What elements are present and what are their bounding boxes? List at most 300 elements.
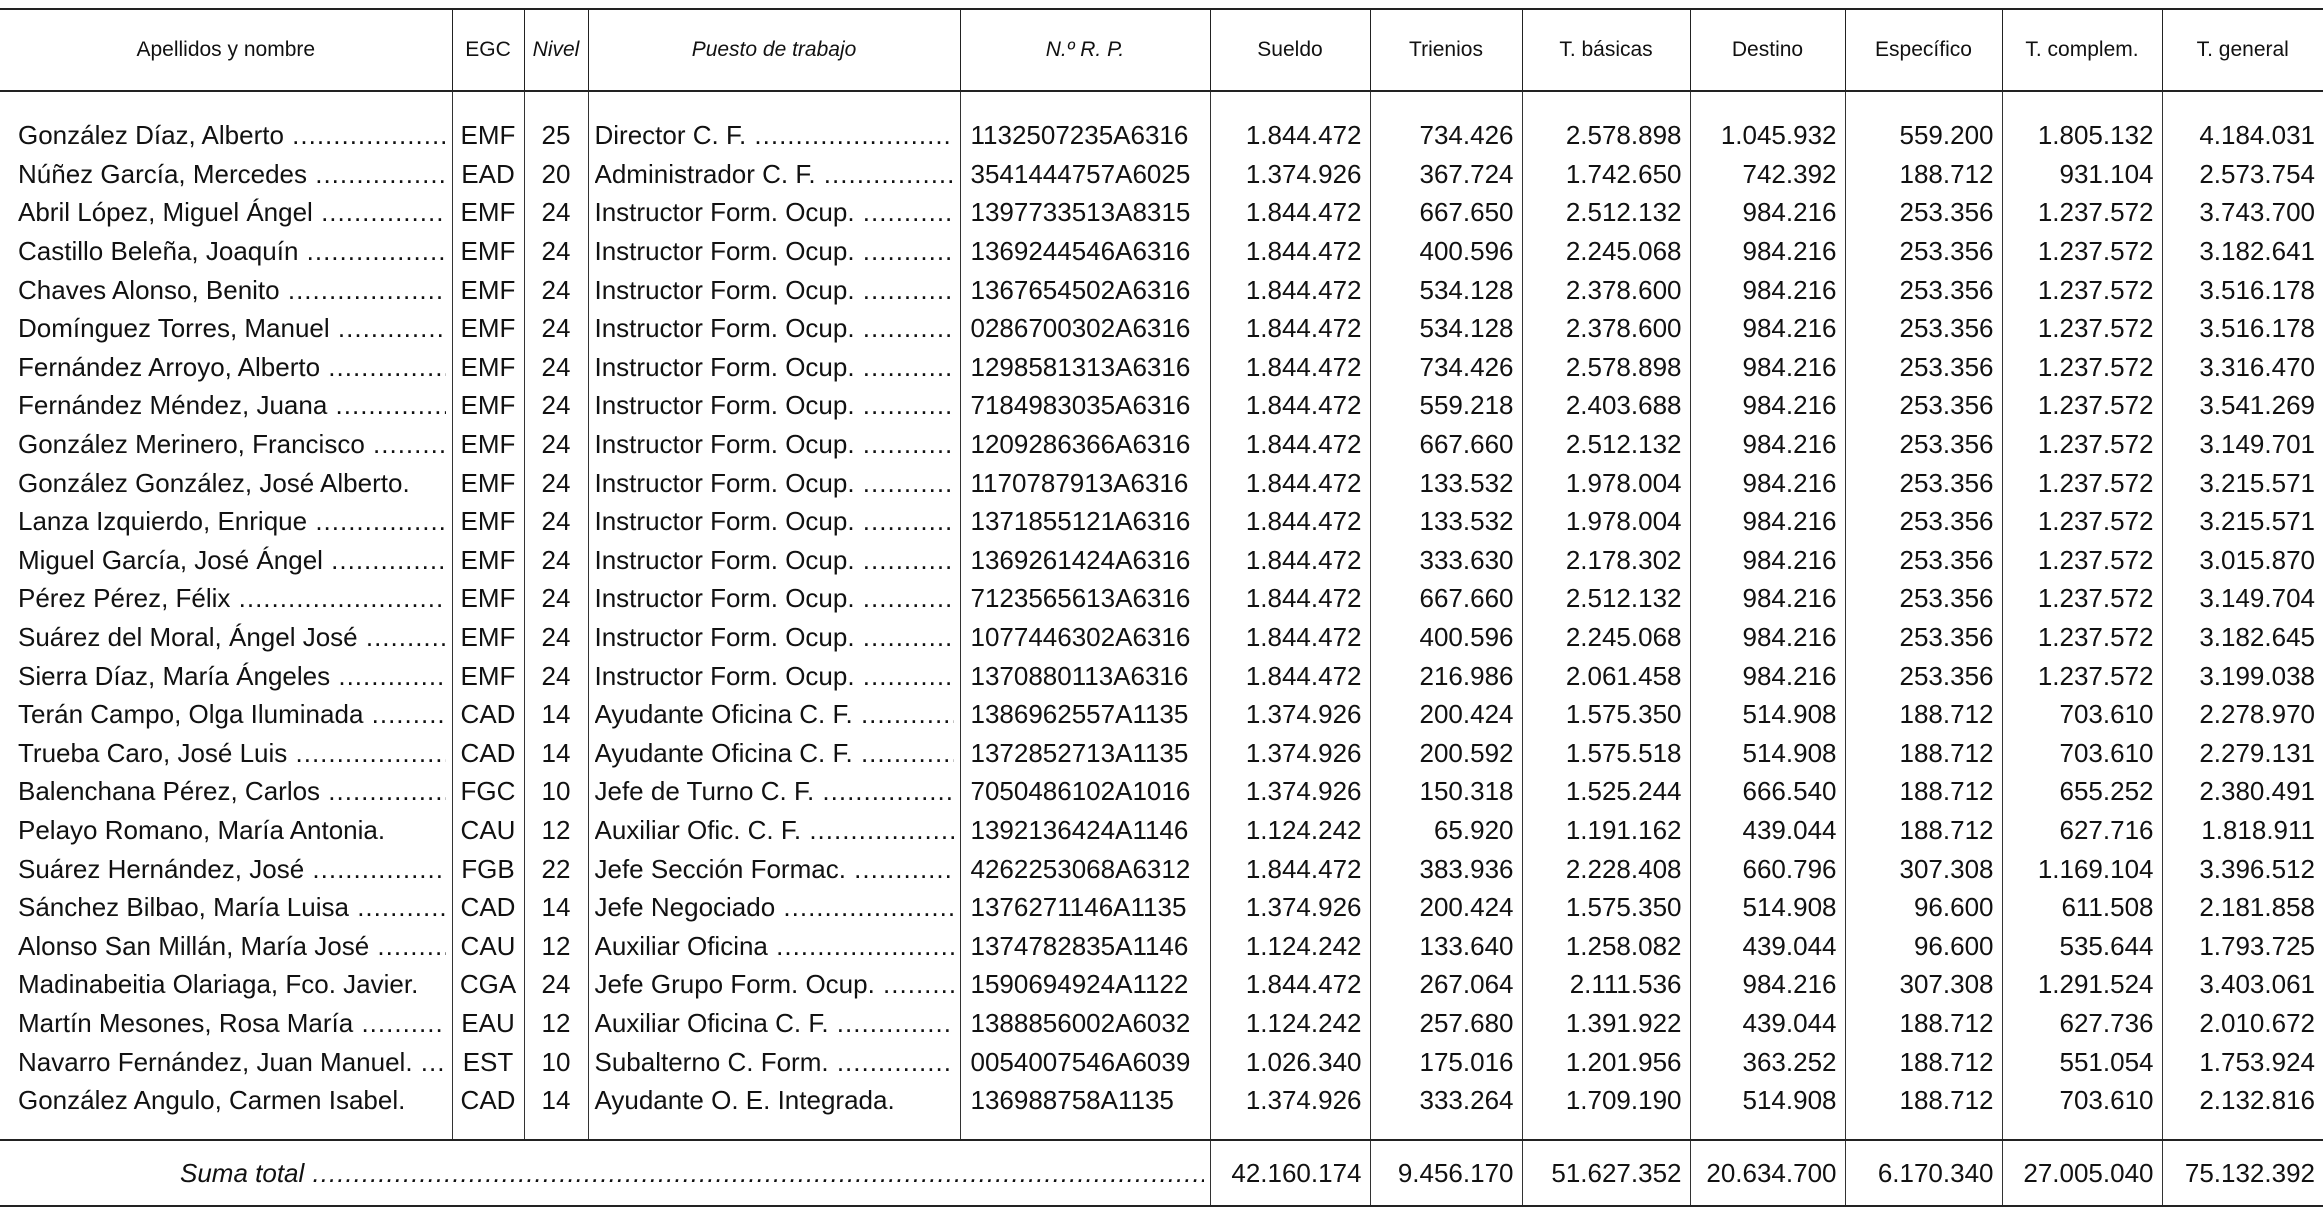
cell-sueldo: 1.844.472 <box>1210 579 1370 618</box>
cell-t-general: 3.541.269 <box>2162 386 2323 425</box>
cell-t-complem: 627.716 <box>2002 811 2162 850</box>
cell-destino: 984.216 <box>1690 309 1845 348</box>
cell-especifico: 559.200 <box>1845 116 2002 155</box>
cell-sueldo: 1.844.472 <box>1210 232 1370 271</box>
puesto-text: Ayudante Oficina C. F. ..... <box>595 734 954 772</box>
cell-trienios: 400.596 <box>1370 232 1522 271</box>
cell-destino: 984.216 <box>1690 270 1845 309</box>
cell-t-complem: 1.805.132 <box>2002 116 2162 155</box>
puesto-text: Director C. F. ..... <box>595 116 954 154</box>
cell-egc: EMF <box>452 618 524 657</box>
cell-trienios: 667.660 <box>1370 579 1522 618</box>
cell-puesto <box>588 926 960 965</box>
total-t-general: 75.132.392 <box>2162 1140 2323 1206</box>
cell-puesto <box>588 772 960 811</box>
cell-trienios: 200.592 <box>1370 734 1522 773</box>
cell-trienios: 133.640 <box>1370 926 1522 965</box>
cell-name <box>0 811 452 850</box>
cell-nivel: 24 <box>524 232 588 271</box>
col-header-nrp: N.º R. P. <box>960 9 1210 91</box>
cell-egc: CAD <box>452 695 524 734</box>
cell-name <box>0 309 452 348</box>
puesto-text: Instructor Form. Ocup. ..... <box>595 541 954 579</box>
cell-sueldo: 1.124.242 <box>1210 1004 1370 1043</box>
cell-sueldo: 1.844.472 <box>1210 502 1370 541</box>
cell-sueldo: 1.374.926 <box>1210 1081 1370 1120</box>
cell-t-basicas: 1.575.350 <box>1522 888 1690 927</box>
cell-sueldo: 1.026.340 <box>1210 1042 1370 1081</box>
cell-t-basicas: 2.111.536 <box>1522 965 1690 1004</box>
cell-nrp: 1397733513A8315 <box>960 193 1210 232</box>
cell-nrp: 1370880113A6316 <box>960 656 1210 695</box>
cell-t-general: 3.182.645 <box>2162 618 2323 657</box>
cell-t-complem: 1.237.572 <box>2002 232 2162 271</box>
cell-trienios: 367.724 <box>1370 155 1522 194</box>
cell-t-general: 3.215.571 <box>2162 463 2323 502</box>
col-header-name: Apellidos y nombre <box>0 9 452 91</box>
cell-t-basicas: 2.245.068 <box>1522 232 1690 271</box>
table-row <box>0 849 2323 888</box>
table-body <box>0 91 2323 1140</box>
cell-t-complem: 1.237.572 <box>2002 463 2162 502</box>
name-text: Suárez Hernández, José ..... <box>18 850 446 888</box>
table-row <box>0 502 2323 541</box>
cell-t-basicas: 2.578.898 <box>1522 348 1690 387</box>
cell-sueldo: 1.374.926 <box>1210 155 1370 194</box>
table-row <box>0 348 2323 387</box>
cell-especifico: 188.712 <box>1845 1042 2002 1081</box>
spacer-cell <box>1690 1119 1845 1140</box>
cell-trienios: 333.264 <box>1370 1081 1522 1120</box>
cell-nivel: 24 <box>524 502 588 541</box>
cell-nivel: 24 <box>524 425 588 464</box>
name-text: Navarro Fernández, Juan Manuel. ..... <box>18 1043 446 1081</box>
table-row <box>0 1081 2323 1120</box>
cell-t-complem: 703.610 <box>2002 1081 2162 1120</box>
spacer-cell <box>524 1119 588 1140</box>
name-text: Núñez García, Mercedes ..... <box>18 155 446 193</box>
cell-egc: EMF <box>452 425 524 464</box>
cell-trienios: 133.532 <box>1370 502 1522 541</box>
table-row <box>0 270 2323 309</box>
cell-trienios: 175.016 <box>1370 1042 1522 1081</box>
cell-destino: 1.045.932 <box>1690 116 1845 155</box>
cell-t-general: 3.316.470 <box>2162 348 2323 387</box>
cell-trienios: 667.660 <box>1370 425 1522 464</box>
cell-nivel: 25 <box>524 116 588 155</box>
cell-especifico: 253.356 <box>1845 193 2002 232</box>
cell-egc: EMF <box>452 656 524 695</box>
cell-especifico: 253.356 <box>1845 348 2002 387</box>
total-destino: 20.634.700 <box>1690 1140 1845 1206</box>
col-header-t-complem: T. complem. <box>2002 9 2162 91</box>
cell-especifico: 253.356 <box>1845 463 2002 502</box>
spacer-cell <box>0 1119 452 1140</box>
total-t-complem: 27.005.040 <box>2002 1140 2162 1206</box>
cell-t-complem: 1.237.572 <box>2002 656 2162 695</box>
table-row <box>0 811 2323 850</box>
cell-sueldo: 1.844.472 <box>1210 270 1370 309</box>
cell-t-general: 3.516.178 <box>2162 270 2323 309</box>
cell-name <box>0 656 452 695</box>
cell-t-general: 3.743.700 <box>2162 193 2323 232</box>
cell-sueldo: 1.844.472 <box>1210 463 1370 502</box>
cell-especifico: 253.356 <box>1845 425 2002 464</box>
spacer-cell <box>2162 1119 2323 1140</box>
cell-destino: 439.044 <box>1690 926 1845 965</box>
puesto-text: Instructor Form. Ocup. ..... <box>595 232 954 270</box>
cell-t-general: 3.215.571 <box>2162 502 2323 541</box>
cell-name <box>0 541 452 580</box>
cell-nivel: 24 <box>524 309 588 348</box>
cell-puesto <box>588 502 960 541</box>
cell-destino: 984.216 <box>1690 965 1845 1004</box>
puesto-text: Instructor Form. Ocup. ..... <box>595 348 954 386</box>
cell-t-complem: 551.054 <box>2002 1042 2162 1081</box>
cell-nrp: 1374782835A1146 <box>960 926 1210 965</box>
name-text: Sánchez Bilbao, María Luisa ..... <box>18 888 446 926</box>
name-text: González Angulo, Carmen Isabel. <box>18 1085 406 1116</box>
col-header-egc: EGC <box>452 9 524 91</box>
cell-egc: EMF <box>452 116 524 155</box>
name-text: Alonso San Millán, María José ..... <box>18 927 446 965</box>
cell-t-complem: 1.237.572 <box>2002 425 2162 464</box>
cell-nivel: 14 <box>524 734 588 773</box>
total-trienios: 9.456.170 <box>1370 1140 1522 1206</box>
cell-egc: EMF <box>452 193 524 232</box>
cell-sueldo: 1.844.472 <box>1210 425 1370 464</box>
cell-t-basicas: 1.575.518 <box>1522 734 1690 773</box>
cell-name <box>0 386 452 425</box>
cell-especifico: 307.308 <box>1845 965 2002 1004</box>
cell-puesto <box>588 386 960 425</box>
name-text: Abril López, Miguel Ángel ..... <box>18 193 446 231</box>
cell-name <box>0 155 452 194</box>
name-text: Balenchana Pérez, Carlos ..... <box>18 772 446 810</box>
cell-destino: 984.216 <box>1690 425 1845 464</box>
total-label: Suma total ..... <box>180 1158 1204 1189</box>
cell-nivel: 10 <box>524 772 588 811</box>
cell-t-general: 2.278.970 <box>2162 695 2323 734</box>
table-row <box>0 695 2323 734</box>
col-header-t-basicas: T. básicas <box>1522 9 1690 91</box>
cell-t-complem: 1.291.524 <box>2002 965 2162 1004</box>
cell-nrp: 1132507235A6316 <box>960 116 1210 155</box>
cell-t-basicas: 2.061.458 <box>1522 656 1690 695</box>
cell-nrp: 1590694924A1122 <box>960 965 1210 1004</box>
cell-egc: CAU <box>452 926 524 965</box>
cell-t-basicas: 1.575.350 <box>1522 695 1690 734</box>
cell-nrp: 1298581313A6316 <box>960 348 1210 387</box>
cell-nivel: 24 <box>524 270 588 309</box>
cell-trienios: 400.596 <box>1370 618 1522 657</box>
cell-destino: 984.216 <box>1690 618 1845 657</box>
cell-t-general: 3.403.061 <box>2162 965 2323 1004</box>
cell-t-general: 3.199.038 <box>2162 656 2323 695</box>
name-text: Fernández Arroyo, Alberto ..... <box>18 348 446 386</box>
cell-nivel: 14 <box>524 695 588 734</box>
name-text: Suárez del Moral, Ángel José ..... <box>18 618 446 656</box>
cell-t-basicas: 2.512.132 <box>1522 425 1690 464</box>
table-row <box>0 926 2323 965</box>
cell-puesto <box>588 463 960 502</box>
cell-destino: 439.044 <box>1690 1004 1845 1043</box>
cell-destino: 439.044 <box>1690 811 1845 850</box>
cell-t-complem: 1.237.572 <box>2002 618 2162 657</box>
cell-puesto <box>588 965 960 1004</box>
cell-especifico: 188.712 <box>1845 772 2002 811</box>
cell-destino: 514.908 <box>1690 734 1845 773</box>
cell-trienios: 200.424 <box>1370 888 1522 927</box>
cell-nrp: 1376271146A1135 <box>960 888 1210 927</box>
cell-nrp: 136988758A1135 <box>960 1081 1210 1120</box>
cell-destino: 514.908 <box>1690 888 1845 927</box>
cell-name <box>0 463 452 502</box>
cell-puesto <box>588 618 960 657</box>
cell-sueldo: 1.844.472 <box>1210 116 1370 155</box>
cell-t-complem: 1.237.572 <box>2002 579 2162 618</box>
cell-egc: EMF <box>452 502 524 541</box>
puesto-text: Instructor Form. Ocup. ..... <box>595 193 954 231</box>
cell-destino: 984.216 <box>1690 656 1845 695</box>
cell-destino: 984.216 <box>1690 232 1845 271</box>
cell-trienios: 383.936 <box>1370 849 1522 888</box>
cell-destino: 514.908 <box>1690 695 1845 734</box>
table-row <box>0 618 2323 657</box>
cell-name <box>0 888 452 927</box>
cell-egc: CAD <box>452 1081 524 1120</box>
table-row <box>0 232 2323 271</box>
total-especifico: 6.170.340 <box>1845 1140 2002 1206</box>
cell-sueldo: 1.844.472 <box>1210 348 1370 387</box>
cell-nivel: 24 <box>524 618 588 657</box>
name-text: Pelayo Romano, María Antonia. <box>18 814 386 845</box>
table-row <box>0 541 2323 580</box>
total-t-basicas: 51.627.352 <box>1522 1140 1690 1206</box>
cell-especifico: 253.356 <box>1845 579 2002 618</box>
cell-t-complem: 627.736 <box>2002 1004 2162 1043</box>
cell-t-complem: 703.610 <box>2002 734 2162 773</box>
cell-name <box>0 193 452 232</box>
puesto-text: Auxiliar Oficina C. F. ..... <box>595 1004 954 1042</box>
name-text: Trueba Caro, José Luis ..... <box>18 734 446 772</box>
cell-nrp: 7123565613A6316 <box>960 579 1210 618</box>
cell-egc: EAD <box>452 155 524 194</box>
cell-destino: 984.216 <box>1690 193 1845 232</box>
table-row <box>0 116 2323 155</box>
table-row <box>0 888 2323 927</box>
puesto-text: Instructor Form. Ocup. ..... <box>595 386 954 424</box>
salary-document <box>0 8 2323 1207</box>
cell-t-general: 2.181.858 <box>2162 888 2323 927</box>
cell-t-basicas: 2.378.600 <box>1522 270 1690 309</box>
cell-destino: 984.216 <box>1690 386 1845 425</box>
cell-name <box>0 734 452 773</box>
cell-trienios: 216.986 <box>1370 656 1522 695</box>
cell-egc: CAU <box>452 811 524 850</box>
cell-trienios: 150.318 <box>1370 772 1522 811</box>
cell-puesto <box>588 116 960 155</box>
cell-t-basicas: 2.512.132 <box>1522 193 1690 232</box>
cell-egc: EMF <box>452 386 524 425</box>
cell-t-complem: 1.237.572 <box>2002 541 2162 580</box>
table-row <box>0 425 2323 464</box>
cell-egc: EAU <box>452 1004 524 1043</box>
puesto-text: Jefe Grupo Form. Ocup. ..... <box>595 965 954 1003</box>
cell-trienios: 667.650 <box>1370 193 1522 232</box>
name-text: Miguel García, José Ángel ..... <box>18 541 446 579</box>
name-text: Lanza Izquierdo, Enrique ..... <box>18 502 446 540</box>
cell-nrp: 1388856002A6032 <box>960 1004 1210 1043</box>
cell-t-basicas: 2.245.068 <box>1522 618 1690 657</box>
cell-t-general: 2.132.816 <box>2162 1081 2323 1120</box>
cell-puesto <box>588 1042 960 1081</box>
cell-puesto <box>588 656 960 695</box>
puesto-text: Instructor Form. Ocup. ..... <box>595 271 954 309</box>
cell-t-basicas: 2.403.688 <box>1522 386 1690 425</box>
total-row <box>0 1140 2323 1206</box>
puesto-text: Jefe Sección Formac. ..... <box>595 850 954 888</box>
name-text: Sierra Díaz, María Ángeles ..... <box>18 657 446 695</box>
cell-nrp: 1170787913A6316 <box>960 463 1210 502</box>
cell-trienios: 734.426 <box>1370 116 1522 155</box>
cell-especifico: 96.600 <box>1845 888 2002 927</box>
cell-nivel: 24 <box>524 348 588 387</box>
spacer-cell <box>1210 1119 1370 1140</box>
cell-sueldo: 1.844.472 <box>1210 309 1370 348</box>
cell-t-general: 2.380.491 <box>2162 772 2323 811</box>
cell-sueldo: 1.374.926 <box>1210 734 1370 773</box>
cell-trienios: 333.630 <box>1370 541 1522 580</box>
cell-nrp: 1209286366A6316 <box>960 425 1210 464</box>
cell-destino: 984.216 <box>1690 541 1845 580</box>
header-row <box>0 9 2323 91</box>
puesto-text: Auxiliar Ofic. C. F. ..... <box>595 811 954 849</box>
puesto-text: Instructor Form. Ocup. ..... <box>595 657 954 695</box>
cell-sueldo: 1.124.242 <box>1210 811 1370 850</box>
cell-name <box>0 965 452 1004</box>
cell-egc: FGB <box>452 849 524 888</box>
cell-trienios: 267.064 <box>1370 965 1522 1004</box>
cell-puesto <box>588 309 960 348</box>
cell-t-basicas: 1.978.004 <box>1522 502 1690 541</box>
cell-egc: EMF <box>452 270 524 309</box>
cell-sueldo: 1.844.472 <box>1210 965 1370 1004</box>
name-text: Castillo Beleña, Joaquín ..... <box>18 232 446 270</box>
cell-nivel: 14 <box>524 888 588 927</box>
cell-t-complem: 611.508 <box>2002 888 2162 927</box>
cell-t-complem: 931.104 <box>2002 155 2162 194</box>
total-label-cell <box>0 1140 1210 1206</box>
col-header-sueldo: Sueldo <box>1210 9 1370 91</box>
cell-t-basicas: 1.978.004 <box>1522 463 1690 502</box>
cell-t-basicas: 2.178.302 <box>1522 541 1690 580</box>
cell-t-general: 3.149.704 <box>2162 579 2323 618</box>
cell-egc: CGA <box>452 965 524 1004</box>
cell-puesto <box>588 232 960 271</box>
cell-trienios: 534.128 <box>1370 270 1522 309</box>
cell-nrp: 1371855121A6316 <box>960 502 1210 541</box>
cell-nrp: 3541444757A6025 <box>960 155 1210 194</box>
spacer-cell <box>588 1119 960 1140</box>
puesto-text: Jefe de Turno C. F. ..... <box>595 772 954 810</box>
cell-name <box>0 926 452 965</box>
cell-t-general: 3.015.870 <box>2162 541 2323 580</box>
cell-t-basicas: 1.709.190 <box>1522 1081 1690 1120</box>
cell-sueldo: 1.844.472 <box>1210 849 1370 888</box>
puesto-text: Instructor Form. Ocup. ..... <box>595 579 954 617</box>
spacer-row <box>0 1119 2323 1140</box>
cell-nrp: 0054007546A6039 <box>960 1042 1210 1081</box>
cell-trienios: 133.532 <box>1370 463 1522 502</box>
puesto-text: Ayudante O. E. Integrada. <box>594 1085 895 1116</box>
cell-egc: EST <box>452 1042 524 1081</box>
name-text: Terán Campo, Olga Iluminada ..... <box>18 695 446 733</box>
cell-especifico: 253.356 <box>1845 502 2002 541</box>
puesto-text: Ayudante Oficina C. F. ..... <box>595 695 954 733</box>
puesto-text: Subalterno C. Form. ..... <box>595 1043 954 1081</box>
cell-t-general: 2.279.131 <box>2162 734 2323 773</box>
col-header-t-general: T. general <box>2162 9 2323 91</box>
cell-nrp: 7184983035A6316 <box>960 386 1210 425</box>
cell-puesto <box>588 193 960 232</box>
cell-name <box>0 772 452 811</box>
name-text: González Merinero, Francisco ..... <box>18 425 446 463</box>
puesto-text: Instructor Form. Ocup. ..... <box>595 618 954 656</box>
cell-t-general: 1.793.725 <box>2162 926 2323 965</box>
cell-puesto <box>588 1081 960 1120</box>
cell-name <box>0 270 452 309</box>
cell-puesto <box>588 695 960 734</box>
cell-name <box>0 1081 452 1120</box>
name-text: Pérez Pérez, Félix ..... <box>18 579 446 617</box>
cell-puesto <box>588 155 960 194</box>
table-row <box>0 656 2323 695</box>
cell-nivel: 24 <box>524 579 588 618</box>
table-row <box>0 965 2323 1004</box>
cell-especifico: 253.356 <box>1845 386 2002 425</box>
cell-t-basicas: 1.258.082 <box>1522 926 1690 965</box>
puesto-text: Instructor Form. Ocup. ..... <box>595 464 954 502</box>
cell-especifico: 253.356 <box>1845 618 2002 657</box>
cell-t-basicas: 2.512.132 <box>1522 579 1690 618</box>
spacer-row <box>0 91 2323 116</box>
cell-t-general: 3.182.641 <box>2162 232 2323 271</box>
cell-nivel: 24 <box>524 656 588 695</box>
cell-trienios: 257.680 <box>1370 1004 1522 1043</box>
cell-puesto <box>588 579 960 618</box>
cell-t-basicas: 2.228.408 <box>1522 849 1690 888</box>
cell-nivel: 12 <box>524 1004 588 1043</box>
cell-egc: EMF <box>452 348 524 387</box>
cell-puesto <box>588 849 960 888</box>
cell-sueldo: 1.844.472 <box>1210 618 1370 657</box>
cell-name <box>0 1004 452 1043</box>
cell-puesto <box>588 541 960 580</box>
table-row <box>0 193 2323 232</box>
puesto-text: Administrador C. F. ..... <box>595 155 954 193</box>
cell-sueldo: 1.374.926 <box>1210 888 1370 927</box>
cell-puesto <box>588 425 960 464</box>
cell-name <box>0 849 452 888</box>
name-text: Chaves Alonso, Benito ..... <box>18 271 446 309</box>
cell-t-general: 2.010.672 <box>2162 1004 2323 1043</box>
cell-t-basicas: 1.201.956 <box>1522 1042 1690 1081</box>
cell-egc: EMF <box>452 579 524 618</box>
cell-nivel: 24 <box>524 386 588 425</box>
name-text: González Díaz, Alberto ..... <box>18 116 446 154</box>
name-text: Martín Mesones, Rosa María ..... <box>18 1004 446 1042</box>
